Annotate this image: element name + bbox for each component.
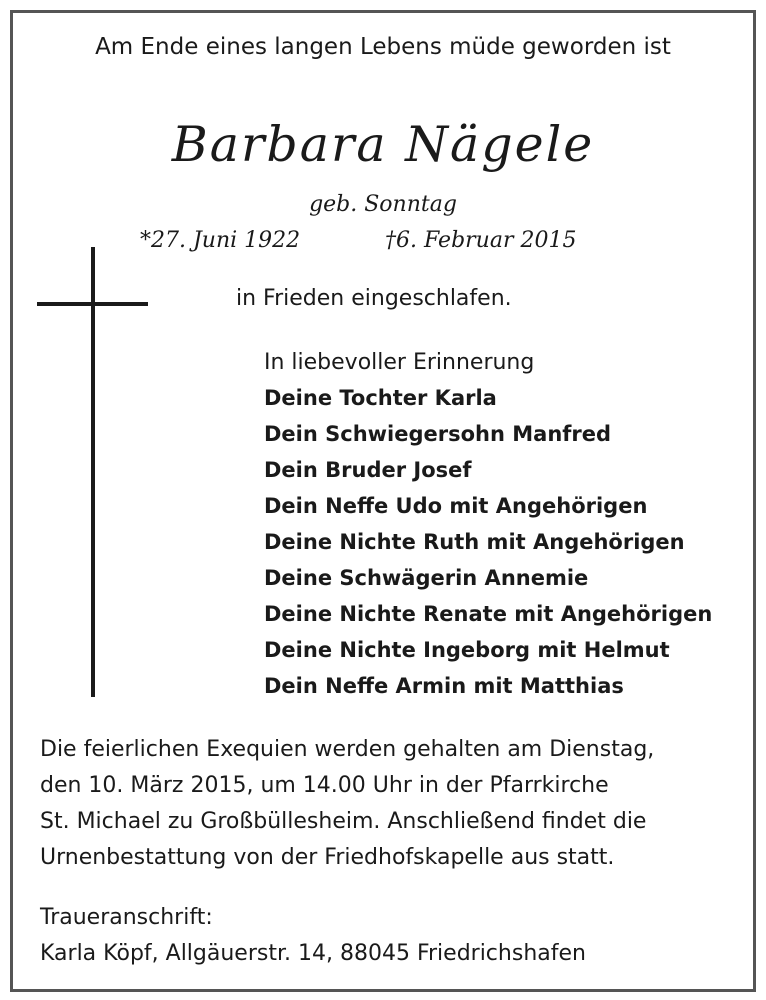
mourners-block — [264, 346, 712, 704]
mourner-item: Deine Nichte Renate mit Angehörigen — [264, 602, 713, 626]
birth-name: geb. Sonntag — [309, 192, 457, 217]
service-line: St. Michael zu Großbüllesheim. Anschließend findet die — [40, 809, 647, 834]
memory-heading: In liebevoller Erinnerung — [264, 350, 535, 375]
mourning-address — [40, 900, 740, 972]
cross-icon-bar — [37, 302, 148, 306]
service-line: Die feierlichen Exequien werden gehalten am Dienstag, — [40, 737, 655, 762]
cross-icon — [91, 247, 95, 697]
service-line: Urnenbestattung von der Friedhofskapelle aus statt. — [40, 845, 615, 870]
address-text: Karla Köpf, Allgäuerstr. 14, 88045 Friedrichshafen — [40, 941, 586, 966]
mourners-list — [264, 380, 712, 704]
deceased-name: Barbara Nägele — [171, 116, 595, 173]
mourner-item: Deine Schwägerin Annemie — [264, 566, 589, 590]
intro-line: Am Ende eines langen Lebens müde geworden ist — [95, 34, 671, 60]
birth-date: *27. Juni 1922 — [140, 228, 301, 253]
mourner-item: Dein Schwiegersohn Manfred — [264, 422, 612, 446]
address-label: Traueranschrift: — [40, 905, 213, 930]
death-date: †6. Februar 2015 — [385, 228, 577, 253]
mourner-item: Dein Neffe Armin mit Matthias — [264, 674, 624, 698]
service-line: den 10. März 2015, um 14.00 Uhr in der Pfarrkirche — [40, 773, 609, 798]
mourner-item: Dein Neffe Udo mit Angehörigen — [264, 494, 648, 518]
service-details — [40, 732, 740, 876]
peace-line: in Frieden eingeschlafen. — [236, 286, 512, 311]
mourner-item: Deine Nichte Ruth mit Angehörigen — [264, 530, 685, 554]
life-dates — [0, 228, 766, 258]
mourner-item: Deine Nichte Ingeborg mit Helmut — [264, 638, 670, 662]
mourner-item: Dein Bruder Josef — [264, 458, 472, 482]
mourner-item: Deine Tochter Karla — [264, 386, 497, 410]
